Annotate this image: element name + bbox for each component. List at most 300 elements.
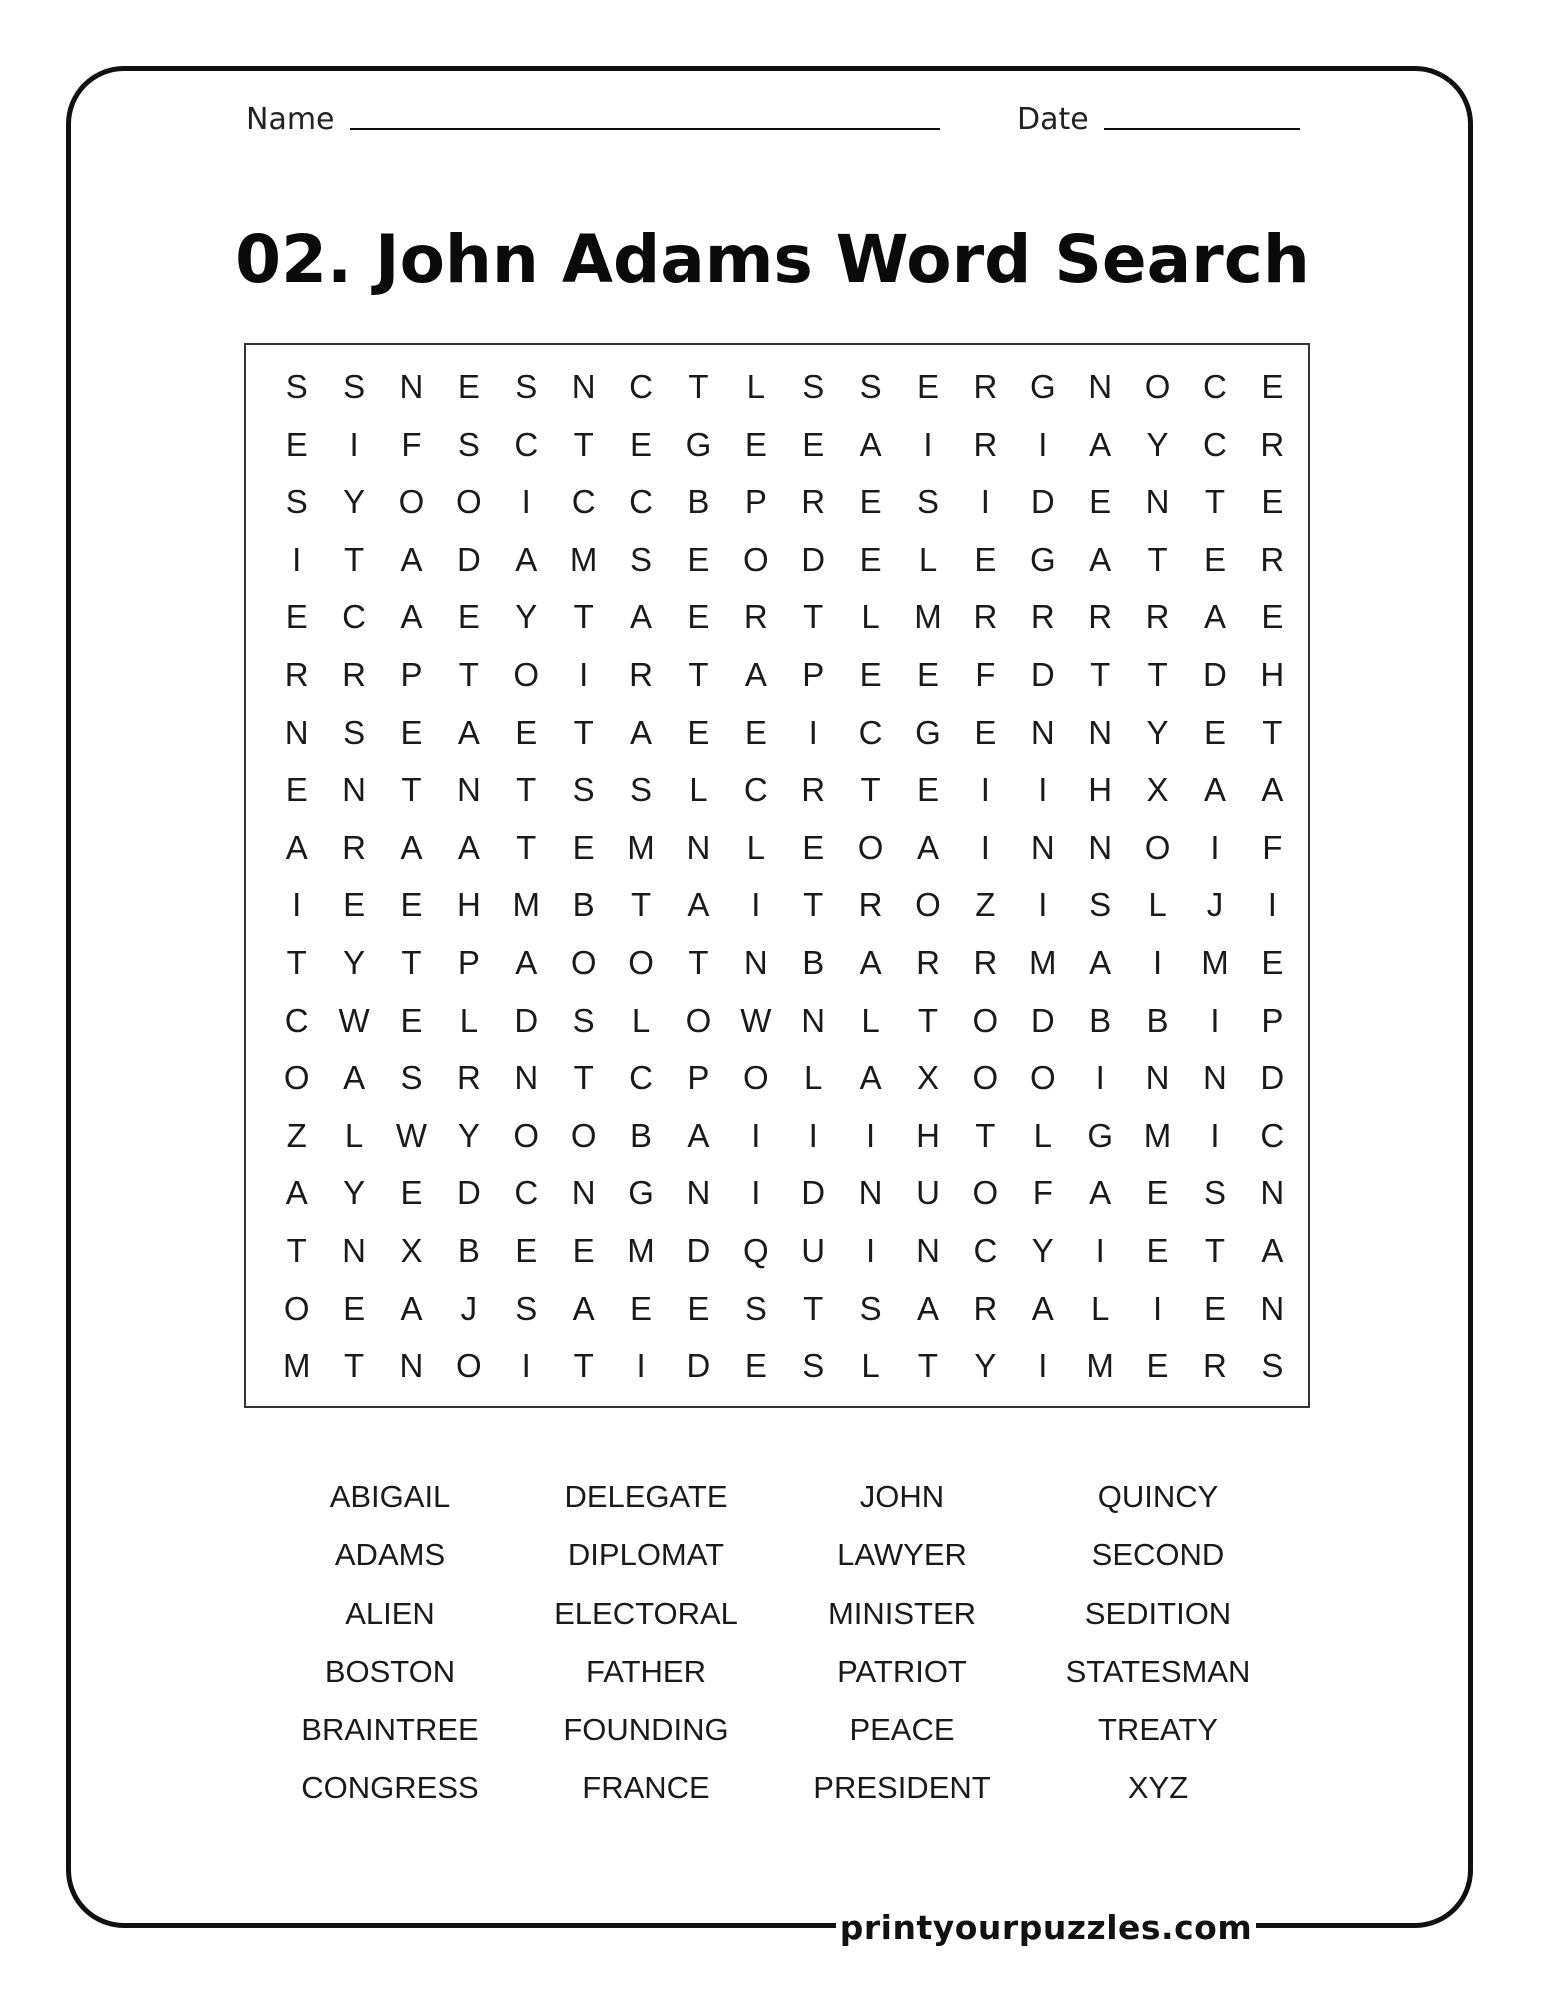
grid-letter[interactable]: T (917, 1347, 939, 1385)
grid-letter[interactable]: R (456, 1059, 481, 1097)
grid-letter[interactable]: C (514, 425, 539, 463)
grid-letter[interactable]: I (1210, 1116, 1220, 1154)
grid-letter[interactable]: N (743, 943, 768, 981)
grid-letter[interactable]: H (456, 886, 481, 924)
grid-letter[interactable]: C (1260, 1116, 1285, 1154)
grid-letter[interactable]: T (286, 943, 307, 981)
grid-letter[interactable]: M (914, 598, 942, 636)
grid-letter[interactable]: N (686, 1174, 711, 1212)
grid-letter[interactable]: I (1095, 1059, 1105, 1097)
grid-letter[interactable]: R (1145, 598, 1170, 636)
grid-letter[interactable]: E (802, 828, 825, 866)
grid-letter[interactable]: J (1206, 886, 1224, 924)
grid-letter[interactable]: E (974, 540, 997, 578)
grid-letter[interactable]: E (400, 1001, 423, 1039)
grid-letter[interactable]: O (972, 1059, 999, 1097)
grid-letter[interactable]: R (916, 943, 940, 981)
grid-letter[interactable]: C (571, 483, 596, 521)
grid-letter[interactable]: L (861, 1001, 880, 1039)
grid-letter[interactable]: B (572, 886, 595, 924)
grid-letter[interactable]: A (285, 828, 308, 866)
grid-letter[interactable]: R (973, 368, 998, 405)
grid-letter[interactable]: A (515, 540, 538, 578)
grid-letter[interactable]: A (515, 943, 538, 981)
grid-letter[interactable]: O (513, 655, 540, 693)
grid-letter[interactable]: E (1203, 540, 1226, 578)
grid-letter[interactable]: S (572, 771, 595, 809)
grid-letter[interactable]: O (456, 1347, 482, 1385)
grid-letter[interactable]: A (1203, 771, 1226, 809)
grid-letter[interactable]: N (399, 368, 424, 405)
grid-letter[interactable]: I (636, 1347, 646, 1385)
grid-letter[interactable]: R (858, 886, 883, 924)
grid-letter[interactable]: A (457, 828, 480, 866)
grid-letter[interactable]: T (286, 1231, 307, 1269)
grid-letter[interactable]: Y (343, 483, 366, 521)
grid-letter[interactable]: A (400, 828, 423, 866)
grid-letter[interactable]: S (859, 368, 882, 405)
grid-letter[interactable]: E (1146, 1174, 1169, 1212)
grid-letter[interactable]: A (285, 1174, 308, 1212)
grid-letter[interactable]: N (1030, 828, 1055, 866)
grid-letter[interactable]: E (572, 828, 595, 866)
grid-letter[interactable]: I (349, 425, 359, 463)
grid-letter[interactable]: O (742, 1059, 769, 1097)
grid-letter[interactable]: A (400, 540, 423, 578)
grid-letter[interactable]: F (1032, 1174, 1053, 1212)
grid-letter[interactable]: A (1089, 425, 1112, 463)
grid-letter[interactable]: R (1203, 1347, 1227, 1385)
grid-letter[interactable]: D (1030, 1001, 1055, 1039)
grid-letter[interactable]: O (972, 1174, 999, 1212)
grid-letter[interactable]: S (572, 1001, 595, 1039)
grid-letter[interactable]: N (1145, 1059, 1170, 1097)
grid-letter[interactable]: M (1029, 943, 1057, 981)
grid-letter[interactable]: E (400, 886, 423, 924)
grid-letter[interactable]: E (285, 771, 308, 809)
grid-letter[interactable]: W (740, 1001, 772, 1039)
grid-letter[interactable]: P (1261, 1001, 1284, 1039)
grid-letter[interactable]: I (1038, 425, 1048, 463)
grid-letter[interactable]: O (283, 1289, 310, 1327)
grid-letter[interactable]: C (1203, 368, 1227, 405)
grid-letter[interactable]: S (285, 483, 308, 521)
grid-letter[interactable]: I (1038, 1347, 1048, 1385)
grid-letter[interactable]: I (521, 483, 531, 521)
grid-letter[interactable]: A (630, 713, 653, 751)
grid-letter[interactable]: T (1262, 713, 1283, 751)
grid-letter[interactable]: E (1203, 713, 1226, 751)
grid-letter[interactable]: A (400, 1289, 423, 1327)
grid-letter[interactable]: D (1030, 655, 1055, 693)
grid-letter[interactable]: M (569, 540, 598, 578)
grid-letter[interactable]: G (685, 425, 712, 463)
grid-letter[interactable]: L (861, 598, 880, 636)
grid-letter[interactable]: A (1203, 598, 1226, 636)
grid-letter[interactable]: T (516, 828, 537, 866)
grid-letter[interactable]: I (866, 1231, 876, 1269)
grid-letter[interactable]: N (1203, 1059, 1227, 1097)
grid-letter[interactable]: I (1095, 1231, 1105, 1269)
grid-letter[interactable]: N (1260, 1174, 1285, 1212)
grid-letter[interactable]: L (631, 1001, 651, 1039)
grid-letter[interactable]: L (746, 828, 765, 866)
grid-letter[interactable]: R (801, 483, 826, 521)
grid-letter[interactable]: N (1088, 713, 1113, 751)
grid-letter[interactable]: A (343, 1059, 366, 1097)
grid-letter[interactable]: T (573, 425, 594, 463)
grid-letter[interactable]: A (1089, 540, 1112, 578)
grid-letter[interactable]: N (1260, 1289, 1285, 1327)
grid-letter[interactable]: E (285, 425, 308, 463)
grid-letter[interactable]: E (916, 771, 939, 809)
grid-letter[interactable]: G (1029, 540, 1056, 578)
grid-letter[interactable]: C (284, 1001, 309, 1039)
grid-letter[interactable]: R (1088, 598, 1113, 636)
grid-letter[interactable]: S (1203, 1174, 1226, 1212)
grid-letter[interactable]: M (1143, 1116, 1172, 1154)
grid-letter[interactable]: H (1088, 771, 1113, 809)
grid-letter[interactable]: T (688, 943, 709, 981)
grid-letter[interactable]: I (808, 713, 818, 751)
grid-letter[interactable]: D (514, 1001, 539, 1039)
grid-letter[interactable]: B (1089, 1001, 1112, 1039)
grid-letter[interactable]: O (628, 943, 654, 981)
grid-letter[interactable]: O (570, 943, 597, 981)
grid-letter[interactable]: T (1204, 483, 1226, 521)
grid-letter[interactable]: R (1260, 425, 1285, 463)
grid-letter[interactable]: A (687, 886, 710, 924)
grid-letter[interactable]: E (630, 1289, 653, 1327)
grid-letter[interactable]: A (1089, 943, 1112, 981)
grid-letter[interactable]: C (1203, 425, 1227, 463)
grid-letter[interactable]: P (457, 943, 480, 981)
grid-letter[interactable]: E (1261, 483, 1284, 521)
grid-letter[interactable]: S (457, 425, 480, 463)
grid-letter[interactable]: R (342, 655, 366, 693)
grid-letter[interactable]: D (801, 540, 826, 578)
grid-letter[interactable]: N (571, 1174, 596, 1212)
grid-letter[interactable]: M (282, 1347, 311, 1385)
grid-letter[interactable]: P (744, 483, 767, 521)
grid-letter[interactable]: Y (515, 598, 538, 636)
grid-letter[interactable]: B (687, 483, 710, 521)
grid-letter[interactable]: C (858, 713, 883, 751)
grid-letter[interactable]: T (630, 886, 652, 924)
grid-letter[interactable]: E (916, 655, 939, 693)
grid-letter[interactable]: E (1089, 483, 1112, 521)
grid-letter[interactable]: S (859, 1289, 882, 1327)
grid-letter[interactable]: E (343, 886, 366, 924)
grid-letter[interactable]: I (579, 655, 589, 693)
grid-letter[interactable]: N (686, 828, 711, 866)
grid-letter[interactable]: O (513, 1116, 540, 1154)
grid-letter[interactable]: E (572, 1231, 595, 1269)
grid-letter[interactable]: A (687, 1116, 710, 1154)
grid-letter[interactable]: A (859, 425, 882, 463)
grid-letter[interactable]: E (859, 483, 882, 521)
grid-letter[interactable]: L (746, 368, 765, 405)
grid-letter[interactable]: P (687, 1059, 710, 1097)
grid-letter[interactable]: B (802, 943, 825, 981)
grid-letter[interactable]: I (980, 483, 990, 521)
grid-letter[interactable]: T (860, 771, 881, 809)
grid-letter[interactable]: I (751, 1116, 761, 1154)
grid-letter[interactable]: N (1030, 713, 1055, 751)
grid-letter[interactable]: I (980, 828, 990, 866)
grid-letter[interactable]: N (801, 1001, 826, 1039)
grid-letter[interactable]: Y (1146, 713, 1169, 751)
grid-letter[interactable]: E (744, 713, 767, 751)
grid-letter[interactable]: I (866, 1116, 876, 1154)
grid-letter[interactable]: T (573, 598, 594, 636)
grid-letter[interactable]: Y (343, 943, 366, 981)
grid-letter[interactable]: W (338, 1001, 370, 1039)
grid-letter[interactable]: S (1261, 1347, 1284, 1385)
grid-letter[interactable]: T (401, 943, 422, 981)
grid-letter[interactable]: S (630, 540, 653, 578)
grid-letter[interactable]: O (398, 483, 425, 521)
grid-letter[interactable]: E (1261, 943, 1284, 981)
grid-letter[interactable]: E (1146, 1231, 1169, 1269)
grid-letter[interactable]: I (1210, 828, 1220, 866)
grid-letter[interactable]: A (916, 828, 939, 866)
grid-letter[interactable]: I (1038, 771, 1048, 809)
grid-letter[interactable]: E (400, 713, 423, 751)
grid-letter[interactable]: S (744, 1289, 767, 1327)
grid-letter[interactable]: S (515, 1289, 538, 1327)
grid-letter[interactable]: C (342, 598, 366, 636)
grid-letter[interactable]: N (342, 1231, 366, 1269)
grid-letter[interactable]: E (515, 1231, 538, 1269)
grid-letter[interactable]: L (804, 1059, 823, 1097)
grid-letter[interactable]: Y (974, 1347, 997, 1385)
grid-letter[interactable]: T (803, 598, 824, 636)
grid-letter[interactable]: T (1090, 655, 1111, 693)
grid-letter[interactable]: T (917, 1001, 939, 1039)
grid-letter[interactable]: O (915, 886, 941, 924)
grid-letter[interactable]: E (687, 713, 710, 751)
grid-letter[interactable]: O (1144, 828, 1171, 866)
grid-letter[interactable]: E (744, 1347, 767, 1385)
grid-letter[interactable]: E (859, 540, 882, 578)
grid-letter[interactable]: Z (975, 886, 996, 924)
grid-letter[interactable]: I (292, 886, 302, 924)
grid-letter[interactable]: I (1210, 1001, 1220, 1039)
grid-letter[interactable]: H (916, 1116, 940, 1154)
grid-letter[interactable]: O (1029, 1059, 1056, 1097)
grid-letter[interactable]: O (685, 1001, 712, 1039)
grid-letter[interactable]: X (1146, 771, 1169, 809)
grid-letter[interactable]: T (401, 771, 422, 809)
grid-letter[interactable]: E (400, 1174, 423, 1212)
grid-letter[interactable]: I (1152, 1289, 1163, 1327)
grid-letter[interactable]: G (628, 1174, 654, 1212)
grid-letter[interactable]: E (630, 425, 653, 463)
grid-letter[interactable]: S (1089, 886, 1112, 924)
grid-letter[interactable]: E (1261, 368, 1284, 405)
grid-letter[interactable]: I (751, 886, 761, 924)
grid-letter[interactable]: L (344, 1116, 364, 1154)
grid-letter[interactable]: A (400, 598, 423, 636)
grid-letter[interactable]: T (1147, 655, 1168, 693)
grid-letter[interactable]: N (342, 771, 366, 809)
grid-letter[interactable]: E (687, 598, 710, 636)
grid-letter[interactable]: T (458, 655, 479, 693)
grid-letter[interactable]: R (1030, 598, 1055, 636)
grid-letter[interactable]: A (916, 1289, 939, 1327)
grid-letter[interactable]: C (973, 1231, 998, 1269)
grid-letter[interactable]: T (975, 1116, 996, 1154)
grid-letter[interactable]: A (457, 713, 480, 751)
grid-letter[interactable]: T (1204, 1231, 1226, 1269)
grid-letter[interactable]: Z (286, 1116, 307, 1154)
grid-letter[interactable]: R (973, 598, 998, 636)
grid-letter[interactable]: R (973, 425, 998, 463)
grid-letter[interactable]: L (1148, 886, 1167, 924)
grid-letter[interactable]: R (1260, 540, 1285, 578)
grid-letter[interactable]: T (344, 540, 365, 578)
grid-letter[interactable]: G (915, 713, 941, 751)
grid-letter[interactable]: I (1267, 886, 1277, 924)
grid-letter[interactable]: Y (1146, 425, 1169, 463)
grid-letter[interactable]: A (630, 598, 653, 636)
grid-letter[interactable]: E (802, 425, 825, 463)
grid-letter[interactable]: B (457, 1231, 480, 1269)
grid-letter[interactable]: N (514, 1059, 539, 1097)
grid-letter[interactable]: O (283, 1059, 310, 1097)
grid-letter[interactable]: E (285, 598, 308, 636)
grid-letter[interactable]: T (803, 1289, 824, 1327)
grid-letter[interactable]: E (859, 655, 882, 693)
grid-letter[interactable]: A (1261, 1231, 1284, 1269)
grid-letter[interactable]: J (460, 1289, 478, 1327)
grid-letter[interactable]: S (400, 1059, 423, 1097)
grid-letter[interactable]: D (686, 1231, 711, 1269)
grid-letter[interactable]: I (923, 425, 933, 463)
grid-letter[interactable]: T (688, 655, 709, 693)
grid-letter[interactable]: E (1203, 1289, 1226, 1327)
grid-letter[interactable]: N (1088, 368, 1113, 405)
grid-letter[interactable]: R (629, 655, 653, 693)
grid-letter[interactable]: F (975, 655, 996, 693)
grid-letter[interactable]: N (916, 1231, 940, 1269)
grid-letter[interactable]: S (630, 771, 653, 809)
grid-letter[interactable]: T (573, 1347, 594, 1385)
grid-letter[interactable]: E (1146, 1347, 1169, 1385)
grid-letter[interactable]: R (973, 943, 998, 981)
grid-letter[interactable]: S (343, 368, 366, 405)
grid-letter[interactable]: M (1201, 943, 1229, 981)
grid-letter[interactable]: S (802, 368, 825, 405)
grid-letter[interactable]: A (1261, 771, 1284, 809)
grid-letter[interactable]: C (514, 1174, 539, 1212)
grid-letter[interactable]: L (1033, 1116, 1052, 1154)
grid-letter[interactable]: Y (343, 1174, 366, 1212)
date-field[interactable] (1104, 128, 1300, 130)
grid-letter[interactable]: O (857, 828, 884, 866)
grid-letter[interactable]: T (344, 1347, 365, 1385)
grid-letter[interactable]: N (1145, 483, 1170, 521)
grid-letter[interactable]: I (980, 771, 990, 809)
grid-letter[interactable]: N (858, 1174, 883, 1212)
grid-letter[interactable]: E (515, 713, 538, 751)
grid-letter[interactable]: A (859, 1059, 882, 1097)
grid-letter[interactable]: L (1090, 1289, 1110, 1327)
grid-letter[interactable]: T (573, 1059, 594, 1097)
grid-letter[interactable]: M (1086, 1347, 1114, 1385)
grid-letter[interactable]: L (689, 771, 708, 809)
grid-letter[interactable]: X (400, 1231, 423, 1269)
grid-letter[interactable]: D (1030, 483, 1055, 521)
grid-letter[interactable]: A (859, 943, 882, 981)
grid-letter[interactable]: N (1088, 828, 1113, 866)
grid-letter[interactable]: M (512, 886, 540, 924)
grid-letter[interactable]: O (972, 1001, 999, 1039)
grid-letter[interactable]: L (459, 1001, 479, 1039)
grid-letter[interactable]: C (743, 771, 768, 809)
grid-letter[interactable]: G (1029, 368, 1056, 405)
grid-letter[interactable]: L (918, 540, 938, 578)
grid-letter[interactable]: E (687, 540, 710, 578)
grid-letter[interactable]: A (744, 655, 767, 693)
grid-letter[interactable]: T (573, 713, 594, 751)
grid-letter[interactable]: H (1260, 655, 1285, 693)
grid-letter[interactable]: F (1262, 828, 1283, 866)
grid-letter[interactable]: R (801, 771, 826, 809)
grid-letter[interactable]: P (802, 655, 825, 693)
grid-letter[interactable]: L (861, 1347, 880, 1385)
grid-letter[interactable]: X (916, 1059, 939, 1097)
grid-letter[interactable]: C (629, 1059, 653, 1097)
grid-letter[interactable]: A (572, 1289, 595, 1327)
grid-letter[interactable]: D (801, 1174, 826, 1212)
name-field[interactable] (350, 128, 940, 130)
grid-letter[interactable]: T (803, 886, 824, 924)
grid-letter[interactable]: E (687, 1289, 710, 1327)
grid-letter[interactable]: E (343, 1289, 366, 1327)
grid-letter[interactable]: A (1031, 1289, 1054, 1327)
grid-letter[interactable]: F (401, 425, 422, 463)
grid-letter[interactable]: T (688, 368, 709, 405)
grid-letter[interactable]: C (629, 368, 653, 405)
grid-letter[interactable]: D (1203, 655, 1227, 693)
grid-letter[interactable]: R (973, 1289, 998, 1327)
grid-letter[interactable]: N (284, 713, 309, 751)
grid-letter[interactable]: D (686, 1347, 711, 1385)
grid-letter[interactable]: S (285, 368, 308, 405)
grid-letter[interactable]: E (974, 713, 997, 751)
grid-letter[interactable]: O (742, 540, 769, 578)
grid-letter[interactable]: O (1144, 368, 1171, 405)
grid-letter[interactable]: S (343, 713, 366, 751)
grid-letter[interactable]: A (1089, 1174, 1112, 1212)
grid-letter[interactable]: N (456, 771, 481, 809)
grid-letter[interactable]: I (521, 1347, 531, 1385)
grid-letter[interactable]: R (342, 828, 366, 866)
grid-letter[interactable]: T (1147, 540, 1168, 578)
grid-letter[interactable]: W (395, 1116, 428, 1154)
grid-letter[interactable]: C (629, 483, 653, 521)
grid-letter[interactable]: O (570, 1116, 597, 1154)
grid-letter[interactable]: Q (742, 1231, 769, 1269)
grid-letter[interactable]: S (802, 1347, 825, 1385)
grid-letter[interactable]: E (457, 368, 480, 405)
grid-letter[interactable]: B (1146, 1001, 1169, 1039)
grid-letter[interactable]: S (515, 368, 538, 405)
grid-letter[interactable]: S (916, 483, 939, 521)
grid-letter[interactable]: B (630, 1116, 653, 1154)
